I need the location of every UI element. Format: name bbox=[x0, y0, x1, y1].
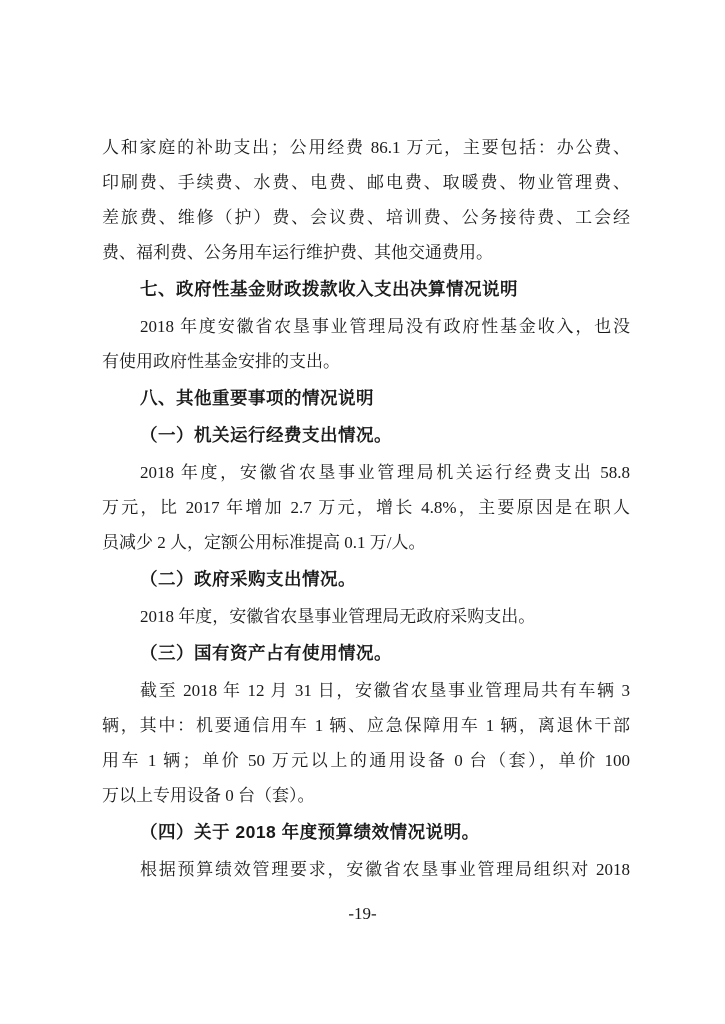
heading-subsection-two: （二）政府采购支出情况。 bbox=[140, 569, 356, 589]
body-text-line: 人和家庭的补助支出；公用经费 86.1 万元，主要包括：办公费、 bbox=[102, 138, 630, 157]
body-text-line: 截至 2018 年 12 月 31 日，安徽省农垦事业管理局共有车辆 3 bbox=[140, 681, 630, 700]
body-text-line: 2018 年度，安徽省农垦事业管理局无政府采购支出。 bbox=[140, 607, 536, 626]
body-text-line: 2018 年度，安徽省农垦事业管理局机关运行经费支出 58.8 bbox=[140, 463, 630, 482]
heading-subsection-four: （四）关于 2018 年度预算绩效情况说明。 bbox=[140, 822, 480, 842]
page-number: -19- bbox=[348, 904, 377, 923]
body-text-line: 用车 1 辆；单价 50 万元以上的通用设备 0 台（套），单价 100 bbox=[102, 751, 630, 770]
body-text-line: 2018 年度安徽省农垦事业管理局没有政府性基金收入，也没 bbox=[140, 317, 630, 336]
heading-section-eight: 八、其他重要事项的情况说明 bbox=[140, 388, 374, 408]
body-text-line: 万以上专用设备 0 台（套）。 bbox=[102, 786, 315, 805]
body-text-line: 根据预算绩效管理要求，安徽省农垦事业管理局组织对 2018 bbox=[140, 860, 630, 879]
body-text-line: 万元，比 2017 年增加 2.7 万元，增长 4.8%，主要原因是在职人 bbox=[102, 498, 630, 517]
body-text-line: 有使用政府性基金安排的支出。 bbox=[102, 352, 340, 371]
body-text-line: 员减少 2 人，定额公用标准提高 0.1 万/人。 bbox=[102, 533, 426, 552]
heading-subsection-three: （三）国有资产占有使用情况。 bbox=[140, 643, 392, 663]
body-text-line: 差旅费、维修（护）费、会议费、培训费、公务接待费、工会经 bbox=[102, 208, 630, 227]
body-text-line: 辆，其中：机要通信用车 1 辆、应急保障用车 1 辆，离退休干部 bbox=[102, 716, 630, 735]
document-body bbox=[102, 130, 630, 887]
body-text-line: 印刷费、手续费、水费、电费、邮电费、取暖费、物业管理费、 bbox=[102, 173, 630, 192]
heading-subsection-one: （一）机关运行经费支出情况。 bbox=[140, 425, 392, 445]
heading-section-seven: 七、政府性基金财政拨款收入支出决算情况说明 bbox=[140, 279, 518, 299]
body-text-line: 费、福利费、公务用车运行维护费、其他交通费用。 bbox=[102, 243, 493, 262]
